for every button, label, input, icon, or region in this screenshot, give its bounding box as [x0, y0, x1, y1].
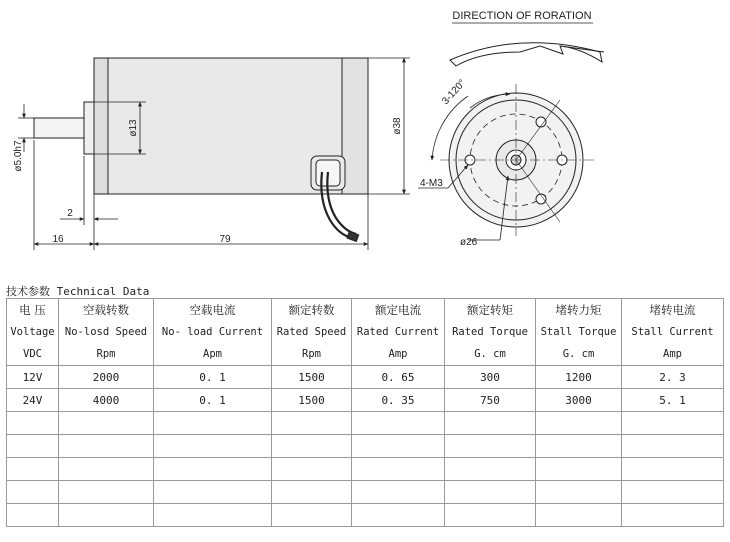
table-cell: 0. 65	[352, 366, 445, 389]
empty-table-row	[7, 435, 724, 458]
table-cell	[622, 481, 724, 504]
table-cell: Rpm	[272, 343, 352, 366]
table-cell	[59, 481, 154, 504]
table-cell	[154, 458, 272, 481]
table-cell	[622, 458, 724, 481]
screw-label: 4-M3	[420, 178, 443, 189]
table-cell	[7, 481, 59, 504]
table-cell	[7, 435, 59, 458]
empty-table-row	[7, 412, 724, 435]
table-cell	[59, 435, 154, 458]
table-cell	[7, 504, 59, 527]
table-cell	[7, 412, 59, 435]
header-row-units	[7, 343, 724, 366]
table-cell: 0. 1	[154, 389, 272, 412]
table-cell	[59, 412, 154, 435]
table-cell: 3000	[536, 389, 622, 412]
table-cell: 12V	[7, 366, 59, 389]
table-cell: VDC	[7, 343, 59, 366]
header-row-english	[7, 321, 724, 343]
empty-table-row	[7, 481, 724, 504]
table-cell	[622, 504, 724, 527]
table-cell: Stall Torque	[536, 321, 622, 343]
table-cell: G. cm	[536, 343, 622, 366]
table-cell	[445, 435, 536, 458]
dim-boss-diameter: ø13	[128, 119, 139, 137]
table-cell	[272, 412, 352, 435]
angle-label: 3-120°	[440, 77, 469, 107]
table-cell	[154, 504, 272, 527]
table-cell	[536, 504, 622, 527]
table-cell	[622, 412, 724, 435]
table-cell: 堵转力矩	[536, 299, 622, 322]
table-cell: 2. 3	[622, 366, 724, 389]
table-cell: G. cm	[445, 343, 536, 366]
table-cell: 0. 1	[154, 366, 272, 389]
technical-data-table	[6, 298, 724, 527]
table-cell: 0. 35	[352, 389, 445, 412]
table-cell	[272, 458, 352, 481]
table-cell: Rated Torque	[445, 321, 536, 343]
table-cell	[352, 458, 445, 481]
table-cell	[536, 481, 622, 504]
table-cell: Stall Current	[622, 321, 724, 343]
dim-body-diameter: ø38	[392, 117, 403, 135]
dim-body-length: 79	[219, 234, 231, 245]
table-cell: Voltage	[7, 321, 59, 343]
table-cell	[352, 504, 445, 527]
table-cell	[445, 412, 536, 435]
dim-boss-length: 2	[67, 208, 73, 219]
table-cell: 额定转数	[272, 299, 352, 322]
dim-shaft-length: 16	[52, 234, 64, 245]
table-cell	[352, 481, 445, 504]
table-cell	[272, 504, 352, 527]
table-cell	[536, 412, 622, 435]
table-cell	[154, 435, 272, 458]
shaft	[34, 118, 84, 138]
table-cell	[59, 458, 154, 481]
table-cell: 空载转数	[59, 299, 154, 322]
table-cell: 空载电流	[154, 299, 272, 322]
table-cell	[272, 435, 352, 458]
table-cell	[536, 435, 622, 458]
empty-table-row	[7, 504, 724, 527]
table-cell	[352, 435, 445, 458]
empty-table-row	[7, 458, 724, 481]
table-cell: 1500	[272, 389, 352, 412]
table-cell: No- load Current	[154, 321, 272, 343]
table-cell: Amp	[352, 343, 445, 366]
table-cell: 24V	[7, 389, 59, 412]
table-cell: 4000	[59, 389, 154, 412]
table-cell: 额定转矩	[445, 299, 536, 322]
table-cell	[154, 481, 272, 504]
table-caption: 技术参数 Technical Data	[6, 285, 150, 298]
table-cell: 1200	[536, 366, 622, 389]
table-row	[7, 366, 724, 389]
table-cell	[445, 504, 536, 527]
table-cell: Rated Current	[352, 321, 445, 343]
motor-front-view	[418, 84, 596, 240]
table-cell	[622, 435, 724, 458]
table-cell	[154, 412, 272, 435]
table-cell	[7, 458, 59, 481]
bolt-circle-label: ø26	[460, 237, 478, 248]
table-cell: 5. 1	[622, 389, 724, 412]
dim-shaft-diameter: ø5.0h7	[13, 140, 24, 172]
table-cell	[272, 481, 352, 504]
table-cell: 750	[445, 389, 536, 412]
motor-technical-drawing	[0, 0, 730, 270]
table-cell: 电 压	[7, 299, 59, 322]
table-cell: Rated Speed	[272, 321, 352, 343]
table-cell: 额定电流	[352, 299, 445, 322]
rotation-direction-title: DIRECTION OF RORATION	[452, 10, 592, 22]
table-cell: 1500	[272, 366, 352, 389]
table-cell: No-losd Speed	[59, 321, 154, 343]
boss	[84, 102, 94, 154]
table-cell	[536, 458, 622, 481]
rotation-arrow	[450, 43, 604, 66]
table-cell: 300	[445, 366, 536, 389]
table-cell: 堵转电流	[622, 299, 724, 322]
table-cell: Rpm	[59, 343, 154, 366]
table-cell	[445, 481, 536, 504]
table-cell	[59, 504, 154, 527]
table-cell	[445, 458, 536, 481]
table-cell: Amp	[622, 343, 724, 366]
table-row	[7, 389, 724, 412]
table-cell	[352, 412, 445, 435]
table-cell: Apm	[154, 343, 272, 366]
header-row-chinese	[7, 299, 724, 322]
table-cell: 2000	[59, 366, 154, 389]
